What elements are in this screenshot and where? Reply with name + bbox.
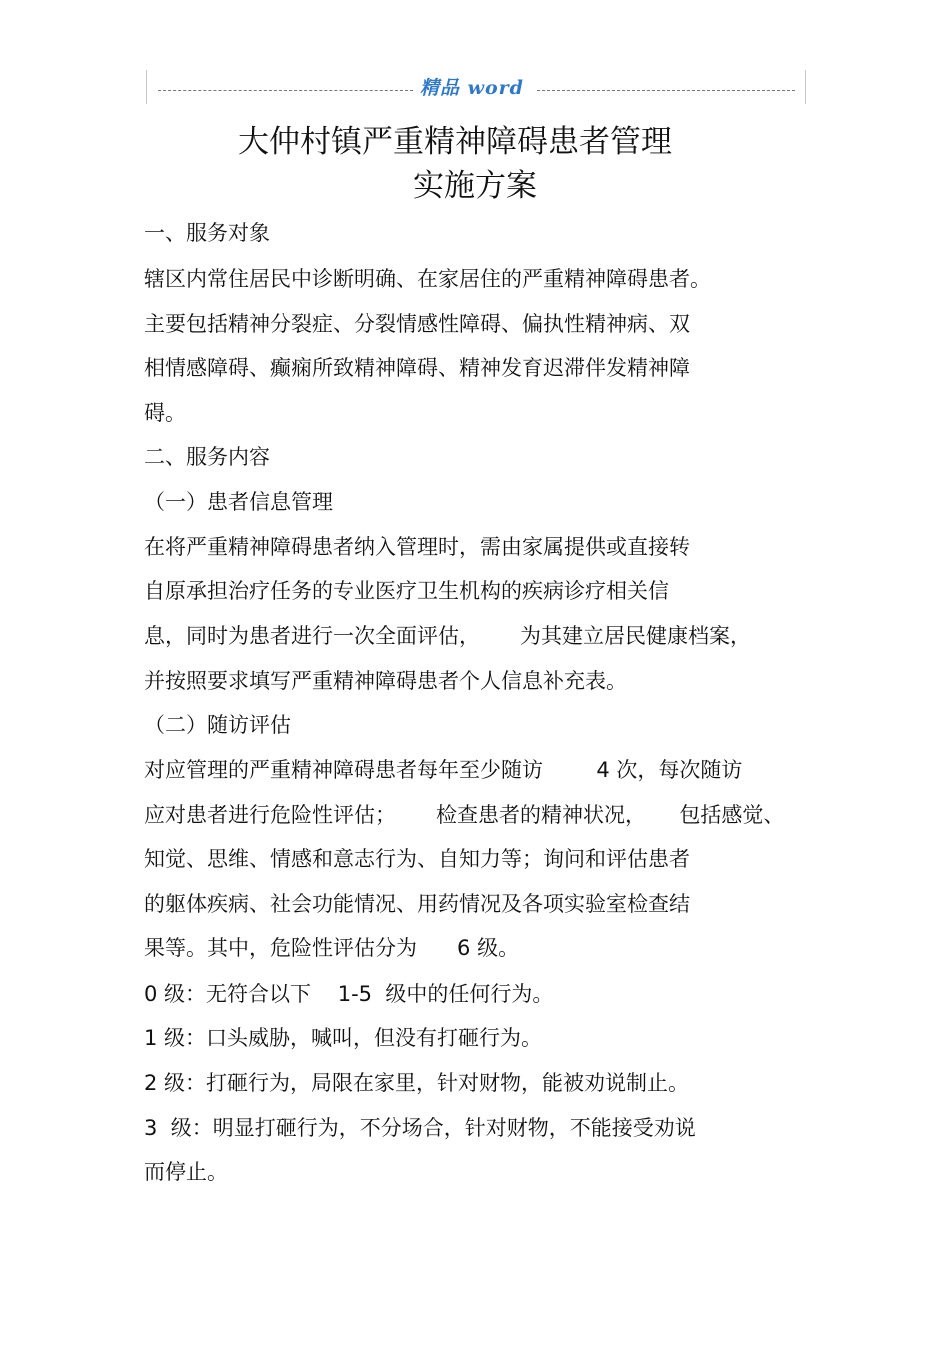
paragraph-line: 的躯体疾病、社会功能情况、用药情况及各项实验室检查结: [144, 892, 690, 916]
paragraph-line: 在将严重精神障碍患者纳入管理时，需由家属提供或直接转: [144, 535, 690, 559]
header-rule-right: [537, 90, 795, 91]
paragraph-line: 知觉、思维、情感和意志行为、自知力等；询问和评估患者: [144, 847, 690, 871]
paragraph-line: 果等。其中，危险性评估分为 6 级。: [144, 936, 520, 960]
section-heading: 二、服务内容: [144, 445, 270, 469]
paragraph-line: 并按照要求填写严重精神障碍患者个人信息补充表。: [144, 669, 627, 693]
document-title-line-1: 大仲村镇严重精神障碍患者管理: [238, 124, 672, 160]
header-logo: 精品 word: [420, 77, 524, 99]
paragraph-line: 主要包括精神分裂症、分裂情感性障碍、偏执性精神病、双: [144, 312, 690, 336]
header-left-bar: [146, 70, 147, 104]
paragraph-line: 对应管理的严重精神障碍患者每年至少随访 4 次，每次随访: [144, 758, 743, 782]
document-title-line-2: 实施方案: [413, 168, 537, 204]
header-rule-left: [158, 90, 413, 91]
paragraph-line: 辖区内常住居民中诊断明确、在家居住的严重精神障碍患者。: [144, 267, 711, 291]
paragraph-line: 碍。: [144, 401, 186, 425]
risk-level-item: 2 级：打砸行为，局限在家里，针对财物，能被劝说制止。: [144, 1071, 690, 1095]
risk-level-item: 3 级：明显打砸行为，不分场合，针对财物，不能接受劝说: [144, 1116, 696, 1140]
header-right-bar: [805, 70, 806, 104]
risk-level-item: 1 级：口头威胁，喊叫，但没有打砸行为。: [144, 1026, 543, 1050]
section-heading: 一、服务对象: [144, 221, 270, 245]
paragraph-line: 相情感障碍、癫痫所致精神障碍、精神发育迟滞伴发精神障: [144, 356, 690, 380]
risk-level-item: 0 级：无符合以下 1-5 级中的任何行为。: [144, 982, 554, 1006]
paragraph-line: 而停止。: [144, 1160, 228, 1184]
paragraph-line: 自原承担治疗任务的专业医疗卫生机构的疾病诊疗相关信: [144, 579, 669, 603]
paragraph-line: 应对患者进行危险性评估； 检查患者的精神状况， 包括感觉、: [144, 803, 785, 827]
paragraph-line: 息，同时为患者进行一次全面评估， 为其建立居民健康档案，: [144, 624, 752, 648]
subsection-heading: （一）患者信息管理: [144, 490, 333, 514]
subsection-heading: （二）随访评估: [144, 713, 291, 737]
